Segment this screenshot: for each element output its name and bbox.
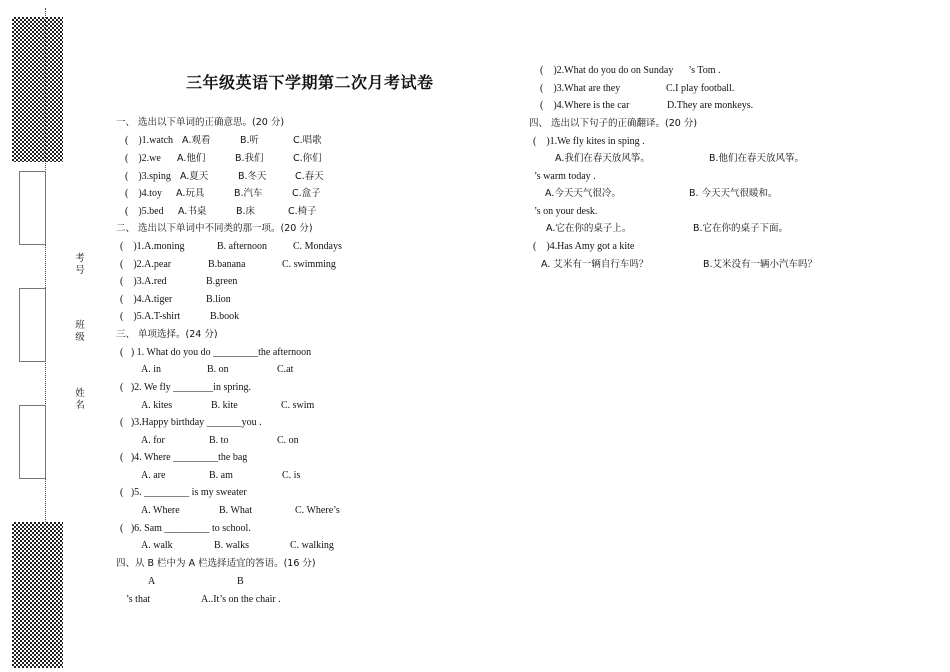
s4b-q4: ( )4.Has Amy got a kite	[533, 241, 635, 252]
s4b-q2-b: B. 今天天气很暖和。	[689, 188, 778, 199]
s2-q1-c: C. Mondays	[293, 241, 342, 252]
s3-q1-a: A. in	[141, 364, 161, 375]
s1-q2-c: C.你们	[293, 153, 322, 164]
s4a-row3: ( )3.What are they	[540, 83, 621, 94]
s2-q1-b: B. afternoon	[217, 241, 267, 252]
s3-q3-b: B. to	[209, 435, 229, 446]
binding-pattern-top	[12, 17, 63, 162]
s4b-q3: ’s on your desk.	[534, 206, 598, 217]
s1-q3-a: A.夏天	[180, 171, 209, 182]
s3-q4-a: A. are	[141, 470, 166, 481]
s4b-q2-a: A.今天天气很冷。	[545, 188, 621, 199]
s3-q2: ( )2. We fly ________in spring.	[120, 382, 251, 393]
s4a-col-a-label: A	[148, 576, 156, 587]
s1-q4: ( )4.toy	[125, 188, 162, 199]
s2-q5: ( )5.A.T-shirt	[120, 311, 181, 322]
s4a-row3-ans: C.I play football.	[666, 83, 735, 94]
exam-no-box[interactable]	[19, 171, 46, 245]
s4b-q2: ’s warm today .	[534, 171, 596, 182]
s3-q5-b: B. What	[219, 505, 253, 516]
section1-heading: 一、 选出以下单词的正确意思。(20 分)	[116, 117, 285, 128]
s1-q1-b: B.听	[240, 135, 260, 146]
s3-q4-b: B. am	[209, 470, 233, 481]
s3-q4: ( )4. Where _________the bag	[120, 452, 248, 463]
s4b-q4-a: A. 艾米有一辆自行车吗？	[541, 259, 649, 270]
s1-q3-b: B.冬天	[238, 171, 267, 182]
s3-q1-b: B. on	[207, 364, 229, 375]
s1-q4-b: B.汽车	[234, 188, 263, 199]
s3-q1-c: C.at	[277, 364, 294, 375]
s3-q1: ( ) 1. What do you do _________the afternoon	[120, 347, 312, 358]
s1-q2-a: A.他们	[177, 153, 206, 164]
binding-pattern-bottom	[12, 522, 63, 668]
section3-heading: 三、 单项选择。(24 分)	[116, 329, 218, 340]
s3-q4-c: C. is	[282, 470, 301, 481]
section2-heading: 二、 选出以下单词中不同类的那一项。(20 分)	[116, 223, 313, 234]
page-title: 三年级英语下学期第二次月考试卷	[186, 73, 434, 92]
s1-q5: ( )5.bed	[125, 206, 164, 217]
s1-q4-c: C.盒子	[292, 188, 321, 199]
s3-q5-a: A. Where	[141, 505, 180, 516]
s4b-q1-a: A.我们在春天放风筝。	[555, 153, 650, 164]
s3-q6-c: C. walking	[290, 540, 334, 551]
s1-q4-a: A.玩具	[176, 188, 205, 199]
class-box[interactable]	[19, 288, 46, 362]
s2-q4: ( )4.A.tiger	[120, 294, 173, 305]
s2-q2-b: B.banana	[208, 259, 246, 270]
s2-q4-b: B.lion	[206, 294, 231, 305]
s1-q1-a: A.观看	[182, 135, 211, 146]
s3-q2-b: B. kite	[211, 400, 238, 411]
section4b-heading: 四、 选出以下句子的正确翻译。(20 分)	[529, 118, 698, 129]
s1-q3-c: C.春天	[295, 171, 324, 182]
s4a-row2: ( )2.What do you do on Sunday ’s Tom .	[540, 65, 721, 76]
s3-q5: ( )5. _________ is my sweater	[120, 487, 247, 498]
s2-q5-b: B.book	[210, 311, 240, 322]
s3-q6-b: B. walks	[214, 540, 249, 551]
s1-q2: ( )2.we	[125, 153, 161, 164]
s3-q2-a: A. kites	[141, 400, 173, 411]
s4a-row4: ( )4.Where is the car	[540, 100, 630, 111]
s1-q5-a: A.书桌	[178, 206, 207, 217]
class-label: 班级	[75, 320, 85, 343]
s2-q2-c: C. swimming	[282, 259, 336, 270]
s3-q3-c: C. on	[277, 435, 299, 446]
s4b-q1-b: B.他们在春天放风筝。	[709, 153, 805, 164]
s4a-row1-b: A..It’s on the chair .	[201, 594, 281, 605]
s3-q5-c: C. Where’s	[295, 505, 340, 516]
s1-q1-c: C.唱歌	[293, 135, 322, 146]
s2-q1: ( )1.A.moning	[120, 241, 185, 252]
s1-q1: ( )1.watch	[125, 135, 174, 146]
s3-q6-a: A. walk	[141, 540, 173, 551]
s4a-row1-a: ’s that	[126, 594, 151, 605]
s4b-q3-a: A.它在你的桌子上。	[546, 223, 632, 234]
s3-q3: ( )3.Happy birthday _______you .	[120, 417, 262, 428]
name-box[interactable]	[19, 405, 46, 479]
s4a-col-b-label: B	[237, 576, 244, 587]
s1-q5-c: C.椅子	[288, 206, 317, 217]
s4b-q4-b: B.艾米没有一辆小汽车吗？	[703, 259, 818, 270]
student-name-label: 姓名	[75, 388, 85, 411]
s1-q3: ( )3.sping	[125, 171, 171, 182]
s1-q5-b: B.床	[236, 206, 256, 217]
s3-q6: ( )6. Sam _________ to school.	[120, 523, 251, 534]
s2-q3: ( )3.A.red	[120, 276, 167, 287]
s1-q2-b: B.我们	[235, 153, 264, 164]
s2-q2: ( )2.A.pear	[120, 259, 172, 270]
exam-no-label: 考号	[75, 253, 85, 276]
s2-q3-b: B.green	[206, 276, 238, 287]
s3-q2-c: C. swim	[281, 400, 315, 411]
s4a-row4-ans: D.They are monkeys.	[667, 100, 754, 111]
s3-q3-a: A. for	[141, 435, 165, 446]
s4b-q3-b: B.它在你的桌子下面。	[693, 223, 789, 234]
s4b-q1: ( )1.We fly kites in sping .	[533, 136, 645, 147]
section4a-heading: 四、从 B 栏中为 A 栏选择适宜的答语。(16 分)	[116, 558, 316, 569]
